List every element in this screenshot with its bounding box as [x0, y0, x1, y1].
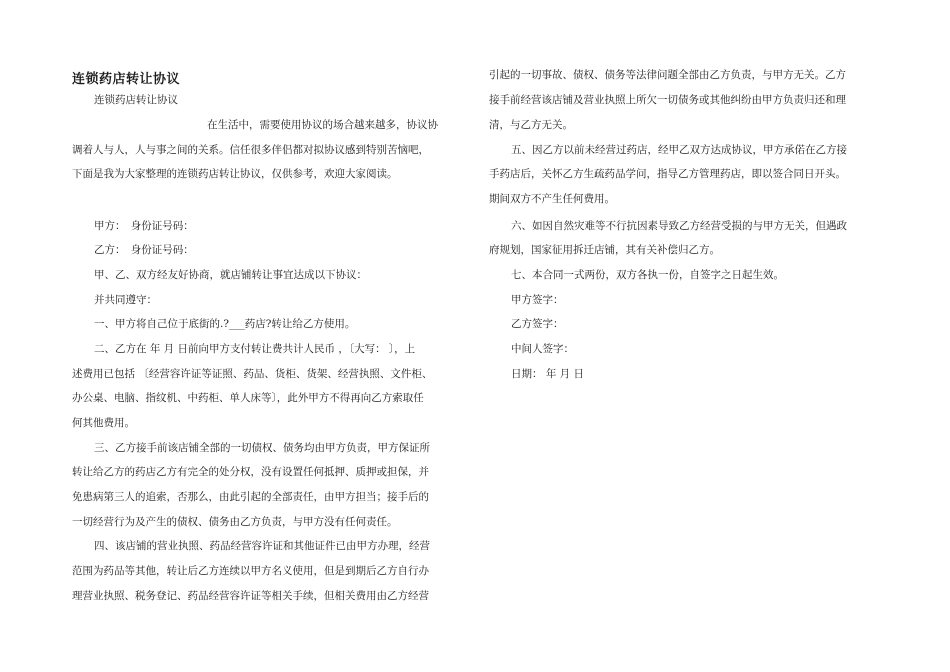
date-line: 日期： 年 月 日: [511, 368, 585, 380]
intro-line: 调着人与人，人与事之间的关系。信任很多伴侣都对拟协议感到特别苦恼吧，: [72, 144, 429, 156]
clause-2-line: 述费用已包括 〔经营容许证等证照、药品、货柜、货架、经营执照、文件柜、: [72, 368, 433, 380]
clause-4-line: 范围为药品等其他，转让后乙方连续以甲方名义使用，但是到期后乙方自行办: [72, 565, 429, 577]
document-subtitle: 连锁药店转让协议: [94, 94, 178, 106]
party-a-line: 甲方： 身份证号码：: [94, 220, 194, 232]
paragraph-line: 甲、乙、双方经友好协商，就店铺转让事宜达成以下协议：: [94, 269, 367, 281]
intro-line: 在生活中，需要使用协议的场合越来越多，协议协: [207, 119, 438, 131]
intermediary-signature: 中间人签字：: [511, 343, 574, 355]
paragraph-line: 并共同遵守：: [94, 294, 157, 306]
clause-2-line: 办公桌、电脑、指纹机、中药柜、单人床等〕，此外甲方不得再向乙方索取任: [72, 392, 424, 404]
clause-2-line: 二、乙方在 年 月 日前向甲方支付转让费共计人民币 ，〔大写： 〕，上: [94, 343, 416, 355]
party-b-signature: 乙方签字：: [511, 318, 564, 330]
clause-6-line: 六、如因自然灾难等不行抗因素导致乙方经营受损的与甲方无关，但遇政: [511, 220, 847, 232]
clause-5-line: 期间双方不产生任何费用。: [489, 193, 615, 205]
clause-5-line: 五、因乙方以前未经营过药店，经甲乙双方达成协议，甲方承偌在乙方接: [511, 144, 847, 156]
intro-line: 下面是我为大家整理的连锁药店转让协议，仅供参考，欢迎大家阅读。: [72, 168, 398, 180]
clause-4-line: 理营业执照、税务登记、药品经营容许证等相关手续，但相关费用由乙方经营: [72, 590, 429, 602]
clause-1-line: 一、甲方将自己位于底街的.?___药店?转让给乙方使用。: [94, 318, 356, 330]
clause-3-line: 一切经营行为及产生的债权、债务由乙方负责，与甲方没有任何责任。: [72, 516, 398, 528]
clause-3-line: 转让给乙方的药店乙方有完全的处分权，没有设置任何抵押、质押或担保，并: [72, 466, 429, 478]
clause-4-line: 清，与乙方无关。: [489, 119, 573, 131]
clause-4-line: 四、该店铺的营业执照、药品经营容许证和其他证件已由甲方办理，经营: [94, 540, 430, 552]
clause-6-line: 府规划，国家征用拆迁店铺，其有关补偿归乙方。: [489, 244, 720, 256]
party-b-line: 乙方： 身份证号码：: [94, 244, 194, 256]
clause-4-line: 接手前经营该店铺及营业执照上所欠一切债务或其他纠纷由甲方负责归还和理: [489, 94, 846, 106]
clause-3-line: 三、乙方接手前该店铺全部的一切债权、债务均由甲方负责，甲方保证所: [94, 442, 430, 454]
clause-5-line: 手药店后，关怀乙方生疏药品学问，指导乙方管理药店，即以签合同日开头。: [489, 168, 846, 180]
clause-4-line: 引起的一切事故、债权、债务等法律问题全部由乙方负责，与甲方无关。乙方: [489, 69, 846, 81]
document-title: 连锁药店转让协议: [72, 72, 181, 87]
party-a-signature: 甲方签字：: [511, 294, 564, 306]
clause-7-line: 七、本合同一式两份，双方各执一份，自签字之日起生效。: [511, 269, 784, 281]
clause-2-line: 何其他费用。: [72, 417, 135, 429]
clause-3-line: 免患病第三人的追索，否那么，由此引起的全部责任，由甲方担当；接手后的: [72, 491, 429, 503]
